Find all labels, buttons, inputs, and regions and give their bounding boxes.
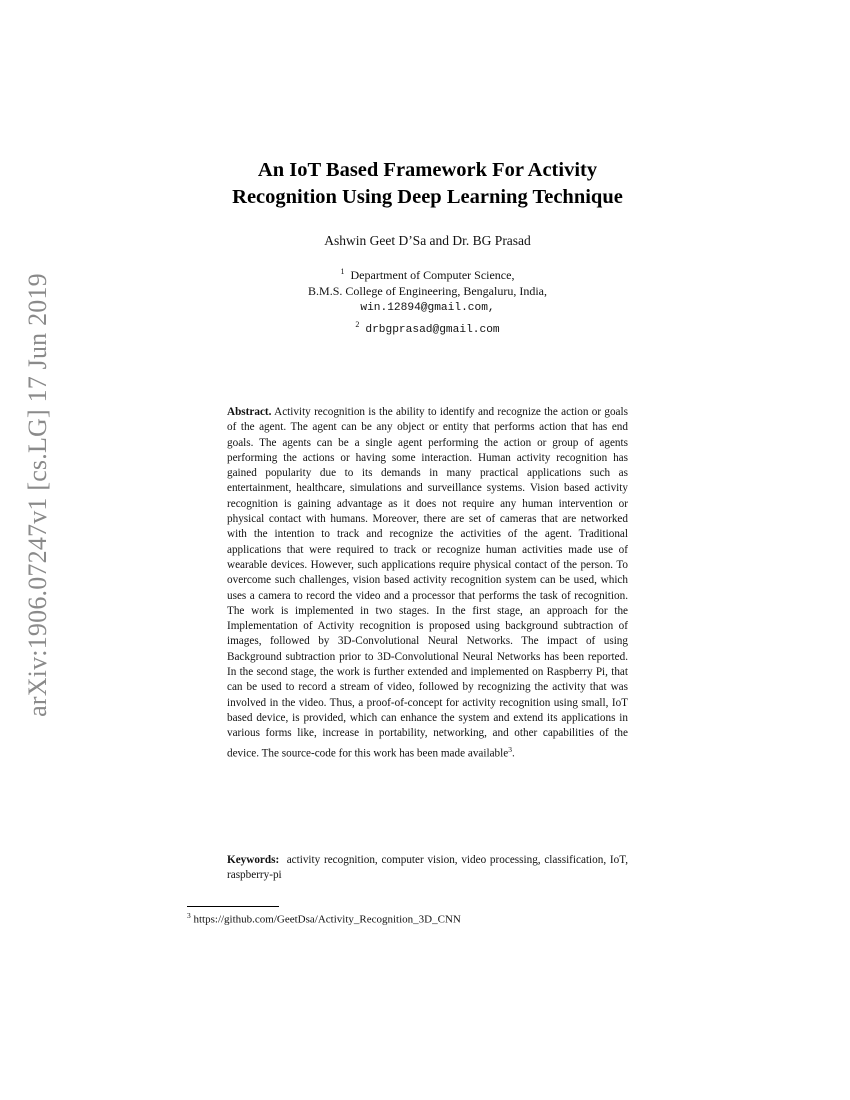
- abstract-footnote-mark[interactable]: 3: [508, 744, 512, 754]
- email-author-1[interactable]: win.12894@gmail.com,: [360, 302, 495, 314]
- title-line-1: An IoT Based Framework For Activity: [257, 159, 598, 181]
- footnote-mark: 3: [187, 911, 191, 920]
- author-list: Ashwin Geet D’Sa and Dr. BG Prasad: [324, 233, 531, 248]
- keywords-paragraph: [227, 853, 628, 884]
- footnote: [187, 909, 657, 927]
- abstract-paragraph: [227, 405, 628, 762]
- affiliation-block: [140, 264, 715, 338]
- affiliation-mark-2: 2: [355, 319, 360, 329]
- footnote-divider: [187, 906, 279, 907]
- affiliation-department: [140, 264, 715, 284]
- affiliation-mark-1: 1: [340, 267, 345, 276]
- keywords-label: Keywords:: [227, 854, 280, 866]
- abstract-body: Activity recognition is the ability to identify and recognize the action or goals of the agent. The agent can be any object or entity that performs action that has end goals. The agents can be a single agent performing the action or group of agents performing the actions or having some interaction. Human activity recognition has gained popularity due to its demands in many practical applications such as entertainment, healthcare, simulations and surveillance systems. Vision based activity recognition is gaining advantage as it does not require any human intervention or physical contact with humans. Moreover, there are set of cameras that are networked with the intention to track and recognize the activities of the agent. Traditional applications that were required to track or recognize human activities made use of wearable devices. However, such applications require physical contact of the person. To overcome such challenges, vision based activity recognition system can be used, which uses a camera to record the video and a processor that performs the task of recognition. The work is implemented in two stages. In the first stage, an approach for the Implementation of Activity recognition is proposed using background subtraction of images, followed by 3D-Convolutional Neural Networks. The impact of using Background subtraction prior to 3D-Convolutional Neural Networks has been reported. In the second stage, the work is further extended and implemented on Raspberry Pi, that can be used to record a stream of video, followed by recognizing the activity that was involved in the video. Thus, a proof-of-concept for activity recognition using small, IoT based device, is provided, which can enhance the system and extend its applications in various forms like, increase in portability, networking, and other capabilities of the device. The source-code for this work has been made available: [227, 406, 628, 760]
- keywords-list: activity recognition, computer vision, video processing, classification, IoT, raspberry-pi: [227, 854, 628, 882]
- abstract-label: Abstract.: [227, 406, 272, 418]
- title-line-2: Recognition Using Deep Learning Technique: [232, 186, 623, 208]
- email-author-2[interactable]: drbgprasad@gmail.com: [365, 323, 500, 336]
- footnote-url[interactable]: https://github.com/GeetDsa/Activity_Recognition_3D_CNN: [193, 913, 461, 926]
- paper-title: [140, 157, 715, 211]
- arxiv-identifier-text: arXiv:1906.07247v1 [cs.LG] 17 Jun 2019: [23, 272, 52, 717]
- department-name: Department of Computer Science,: [350, 268, 515, 282]
- abstract-end-period: .: [511, 747, 515, 760]
- arxiv-identifier-stamp: [16, 272, 60, 717]
- affiliation-college: B.M.S. College of Engineering, Bengaluru, India,: [308, 283, 547, 298]
